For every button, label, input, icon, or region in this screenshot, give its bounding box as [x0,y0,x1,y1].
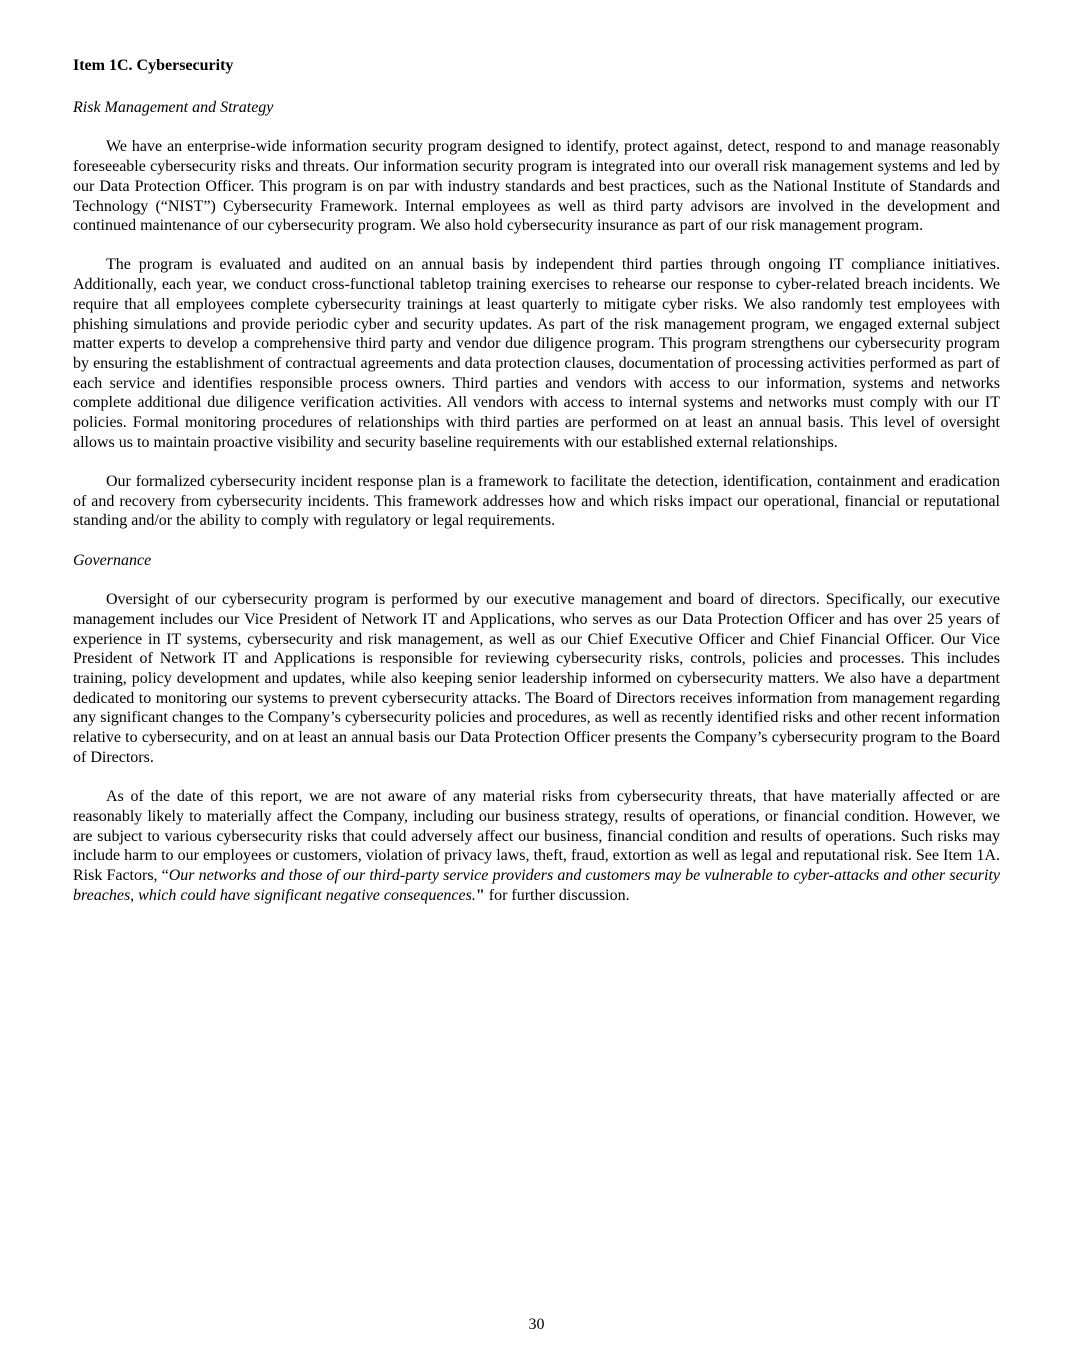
document-page [73,56,1000,925]
risk-factor-title: Our networks and those of our third-party service providers and customers may be vulnerable to cyber-attacks and other security breaches, which could have significant negative consequences. [73,866,1001,904]
closing-quote: " [475,886,485,904]
risk-management-paragraph-1: We have an enterprise-wide information security program designed to identify, protect against, detect, respond to and manage reasonably foreseeable cybersecurity risks and threats. Our information security program is integrated into our overall risk management systems and led by our Data Protection Officer. This program is on par with industry standards and best practices, such as the National Institute of Standards and Technology (“NIST”) Cybersecurity Framework. Internal employees as well as third party advisors are involved in the development and continued maintenance of our cybersecurity program. We also hold cybersecurity insurance as part of our risk management program. [73,138,1000,235]
governance-paragraph-2-tail: for further discussion. [484,886,630,904]
page-number: 30 [528,1316,545,1333]
governance-heading: Governance [73,551,152,569]
risk-management-heading: Risk Management and Strategy [73,98,274,116]
governance-paragraph-2 [73,787,1000,905]
risk-management-paragraph-3: Our formalized cybersecurity incident response plan is a framework to facilitate the detection, identification, containment and eradication of and recovery from cybersecurity incidents. This framework addresses how and which risks impact our operational, financial or reputational standing and/or the ability to comply with regulatory or legal requirements. [73,472,1000,530]
section-title: Item 1C. Cybersecurity [73,57,234,74]
risk-management-paragraph-2: The program is evaluated and audited on an annual basis by independent third parties through ongoing IT compliance initiatives. Additionally, each year, we conduct cross-functional tabletop training exercises to rehearse our response to cyber-related breach incidents. We require that all employees complete cybersecurity trainings at least quarterly to mitigate cyber risks. We also randomly test employees with phishing simulations and provide periodic cyber and security updates. As part of the risk management program, we engaged external subject matter experts to develop a comprehensive third party and vendor due diligence program. This program strengthens our cybersecurity program by ensuring the establishment of contractual agreements and data protection clauses, documentation of processing activities performed as part of each service and identifies responsible process owners. Third parties and vendors with access to our information, systems and networks complete additional due diligence verification activities. All vendors with access to internal systems and networks must comply with our IT policies. Formal monitoring procedures of relationships with third parties are performed on at least an annual basis. This level of oversight allows us to maintain proactive visibility and security baseline requirements with our established external relationships. [73,256,1000,451]
governance-paragraph-2-lead: As of the date of this report, we are not aware of any material risks from cybersecurity threats, that have materially affected or are reasonably likely to materially affect the Company, including our business strategy, results of operations, or financial condition. However, we are subject to various cybersecurity risks that could adversely affect our business, financial condition and results of operations. Such risks may include harm to our employees or customers, violation of privacy laws, theft, fraud, extortion as well as legal and reputational risk. See Item 1A. Risk Factors, “ [73,788,1000,884]
governance-paragraph-1: Oversight of our cybersecurity program is performed by our executive management and board of directors. Specifically, our executive management includes our Vice President of Network IT and Applications, who serves as our Data Protection Officer and has over 25 years of experience in IT systems, cybersecurity and risk management, as well as our Chief Executive Officer and Chief Financial Officer. Our Vice President of Network IT and Applications is responsible for reviewing cybersecurity risks, controls, policies and processes. This includes training, policy development and updates, while also keeping senior leadership informed on cybersecurity matters. We also have a department dedicated to monitoring our systems to prevent cybersecurity attacks. The Board of Directors receives information from management regarding any significant changes to the Company’s cybersecurity policies and procedures, as well as recently identified risks and other recent information relative to cybersecurity, and on at least an annual basis our Data Protection Officer presents the Company’s cybersecurity program to the Board of Directors. [73,591,1000,766]
